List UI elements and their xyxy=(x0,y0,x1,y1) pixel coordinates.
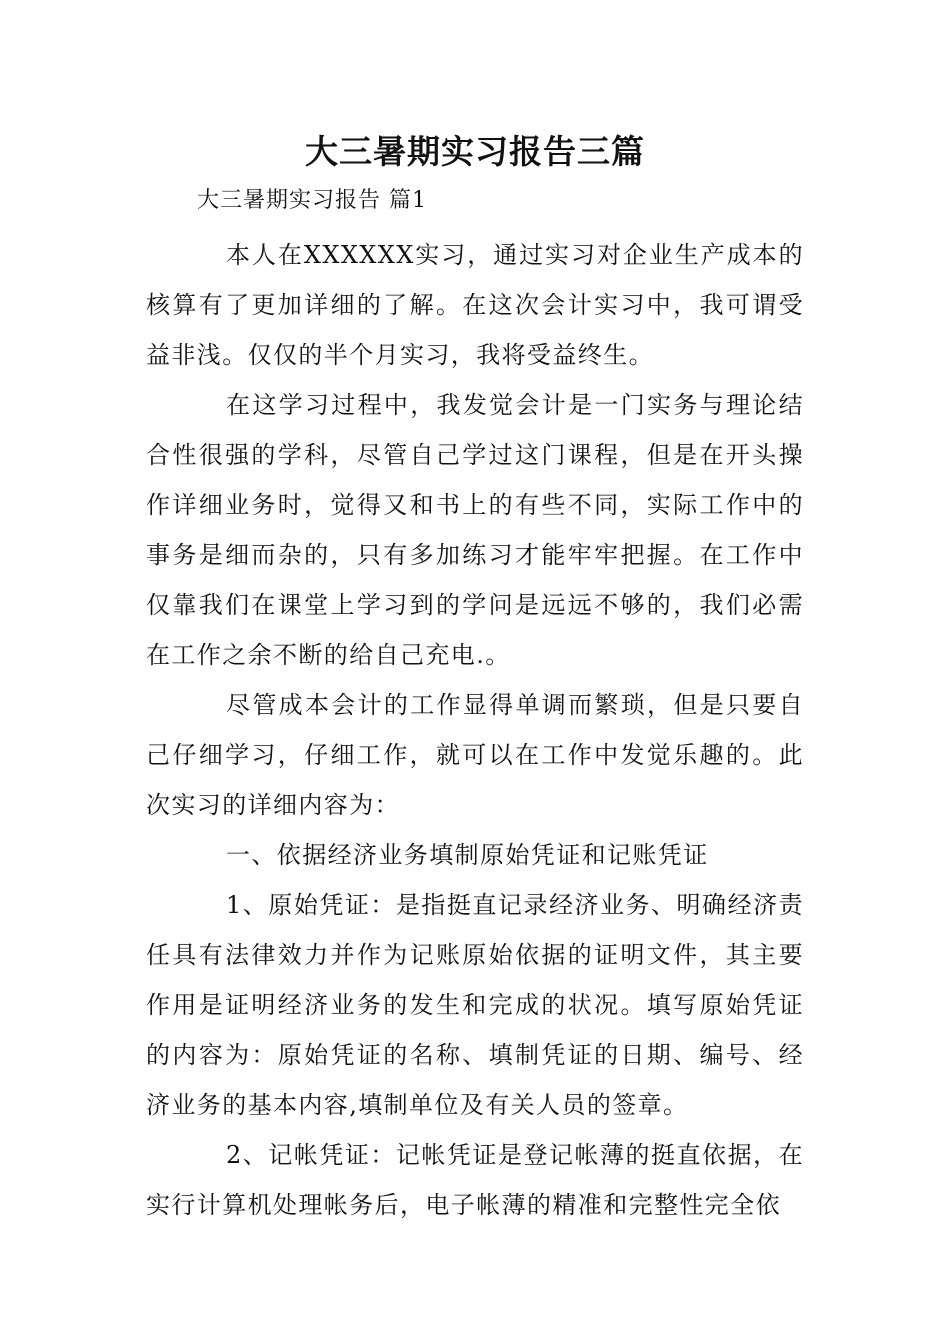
paragraph: 尽管成本会计的工作显得单调而繁琐，但是只要自己仔细学习，仔细工作，就可以在工作中发觉乐趣的。此次实习的详细内容为： xyxy=(146,691,804,819)
document-title: 大三暑期实习报告三篇 xyxy=(305,132,645,171)
paragraph: 1、原始凭证：是指挺直记录经济业务、明确经济责任具有法律效力并作为记账原始依据的证明文件，其主要作用是证明经济业务的发生和完成的状况。填写原始凭证的内容为：原始凭证的名称、填制凭证的日期、编号、经济业务的基本内容,填制单位及有关人员的签章。 xyxy=(146,891,804,1119)
document-body xyxy=(146,230,804,1230)
paragraph: 本人在XXXXXX实习，通过实习对企业生产成本的核算有了更加详细的了解。在这次会计实习中，我可谓受益非浅。仅仅的半个月实习，我将受益终生。 xyxy=(146,241,804,369)
document-subtitle: 大三暑期实习报告 篇1 xyxy=(197,188,427,213)
paragraph: 在这学习过程中，我发觉会计是一门实务与理论结合性很强的学科，尽管自己学过这门课程，但是在开头操作详细业务时，觉得又和书上的有些不同，实际工作中的事务是细而杂的，只有多加练习才能牢牢把握。在工作中仅靠我们在课堂上学习到的学问是远远不够的，我们必需在工作之余不断的给自己充电.。 xyxy=(146,391,804,669)
paragraph: 2、记帐凭证：记帐凭证是登记帐薄的挺直依据，在实行计算机处理帐务后，电子帐薄的精准和完整性完全依 xyxy=(146,1141,804,1219)
section-heading: 一、依据经济业务填制原始凭证和记账凭证 xyxy=(226,841,709,869)
